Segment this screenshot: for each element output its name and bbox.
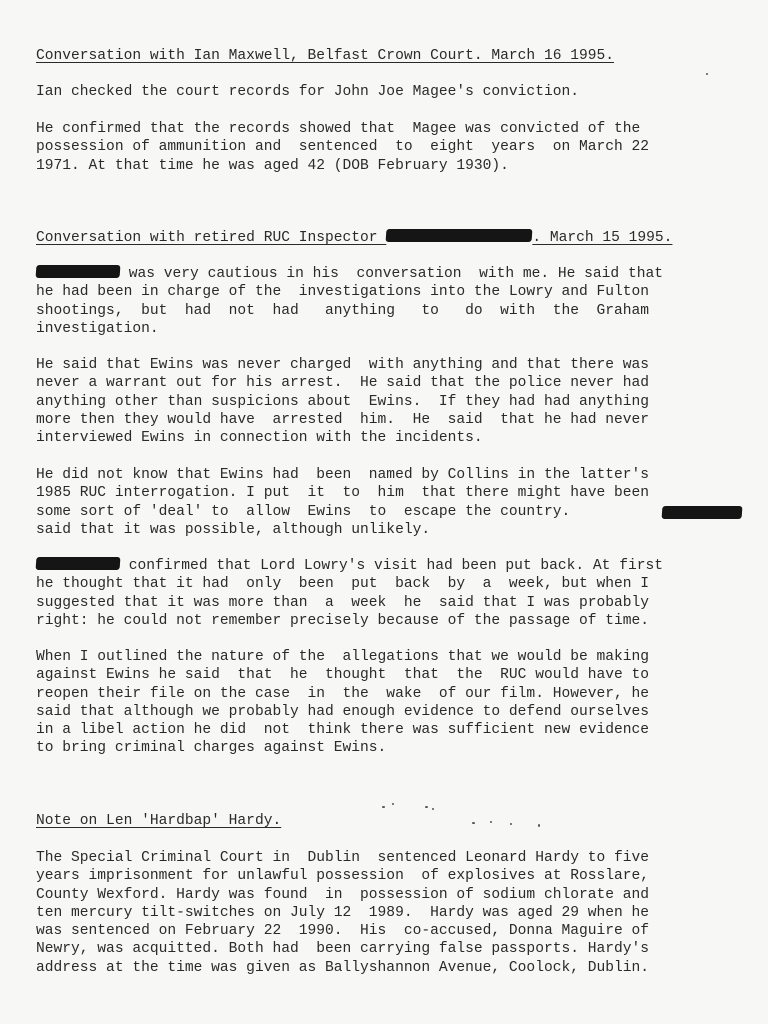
scan-speck [472, 822, 475, 824]
scan-speck [432, 808, 434, 810]
scan-speck [706, 73, 708, 75]
text-line: When I outlined the nature of the allegations that we would be making [36, 649, 650, 665]
text-line: said that it was possible, although unlikely. [36, 521, 431, 538]
heading-prefix: Conversation with retired RUC Inspector [36, 230, 387, 246]
paragraph-collins-named [36, 466, 742, 539]
text-line: Newry, was acquitted. Both had been carrying false passports. Hardy's [36, 941, 650, 958]
text-line: ten mercury tilt-switches on July 12 1989. Hardy was aged 29 when he [36, 904, 650, 921]
text-line [36, 557, 742, 575]
heading-hardy: Note on Len 'Hardbap' Hardy. [36, 813, 282, 829]
heading-suffix: . March 15 1995. [532, 230, 673, 246]
scan-speck [510, 823, 512, 825]
text-line: possession of ammunition and sentenced to eight years on March 22 [36, 139, 650, 156]
text-line: shootings, but had not had anything to do with the Graham [36, 302, 650, 319]
text-line: 1985 RUC interrogation. I put it to him that there might have been [36, 485, 650, 502]
text-line: he thought that it had only been put back by a week, but when I [36, 576, 650, 593]
text-line: reopen their file on the case in the wake of our film. However, he [36, 685, 650, 702]
redaction-mark [36, 265, 121, 278]
text-line: County Wexford. Hardy was found in possession of sodium chlorate and [36, 886, 650, 903]
text-line: anything other than suspicions about Ewins. If they had had anything [36, 393, 650, 410]
text-line: suggested that it was more than a week he said that I was probably [36, 594, 650, 611]
heading-ian-maxwell: Conversation with Ian Maxwell, Belfast Crown Court. March 16 1995. [36, 48, 615, 64]
text-line: The Special Criminal Court in Dublin sentenced Leonard Hardy to five [36, 850, 650, 866]
paragraph-hardy-sentence [36, 849, 742, 977]
text-line: He confirmed that the records showed that Magee was convicted of the [36, 121, 641, 137]
paragraph-magee-conviction [36, 120, 742, 175]
text-line: to bring criminal charges against Ewins. [36, 740, 387, 757]
text-line: right: he could not remember precisely because of the passage of time. [36, 612, 650, 629]
text-line: in a libel action he did not think there was sufficient new evidence [36, 722, 650, 739]
heading-ruc-inspector [36, 229, 672, 247]
text-line: interviewed Ewins in connection with the incidents. [36, 430, 483, 447]
redaction-mark [662, 506, 743, 519]
text-line: 1971. At that time he was aged 42 (DOB February 1930). [36, 157, 509, 174]
text-line: investigation. [36, 320, 159, 337]
text-line: was sentenced on February 22 1990. His co-accused, Donna Maguire of [36, 923, 650, 940]
text-fragment: confirmed that Lord Lowry's visit had been put back. At first [120, 558, 663, 574]
text-line: said that although we probably had enough evidence to defend ourselves [36, 703, 650, 720]
text-line: address at the time was given as Ballyshannon Avenue, Coolock, Dublin. [36, 959, 650, 976]
text-line: he had been in charge of the investigations into the Lowry and Fulton [36, 284, 650, 301]
scan-speck [392, 803, 394, 805]
text-line [36, 265, 742, 283]
paragraph-never-charged [36, 356, 742, 447]
redaction-mark [36, 557, 121, 570]
text-fragment: some sort of 'deal' to allow Ewins to escape the country. [36, 503, 579, 520]
paragraph-allegations [36, 648, 742, 758]
redaction-mark [386, 229, 533, 242]
text-line [36, 503, 742, 521]
text-line: He said that Ewins was never charged with anything and that there was [36, 357, 650, 373]
text-line: Ian checked the court records for John Joe Magee's conviction. [36, 84, 579, 100]
text-line: against Ewins he said that he thought that the RUC would have to [36, 667, 650, 684]
text-line: He did not know that Ewins had been named by Collins in the latter's [36, 467, 650, 483]
scan-speck [382, 806, 385, 808]
paragraph-cautious [36, 265, 742, 338]
scan-speck [425, 806, 428, 808]
text-line: never a warrant out for his arrest. He said that the police never had [36, 375, 650, 392]
scan-speck [490, 821, 492, 823]
paragraph-lowry-visit [36, 557, 742, 630]
text-line: more then they would have arrested him. He said that he had never [36, 411, 650, 428]
paragraph-court-records [36, 83, 742, 101]
scan-speck [538, 824, 540, 827]
text-line: years imprisonment for unlawful possession of explosives at Rosslare, [36, 868, 650, 885]
text-fragment: was very cautious in his conversation with me. He said that [120, 266, 663, 282]
